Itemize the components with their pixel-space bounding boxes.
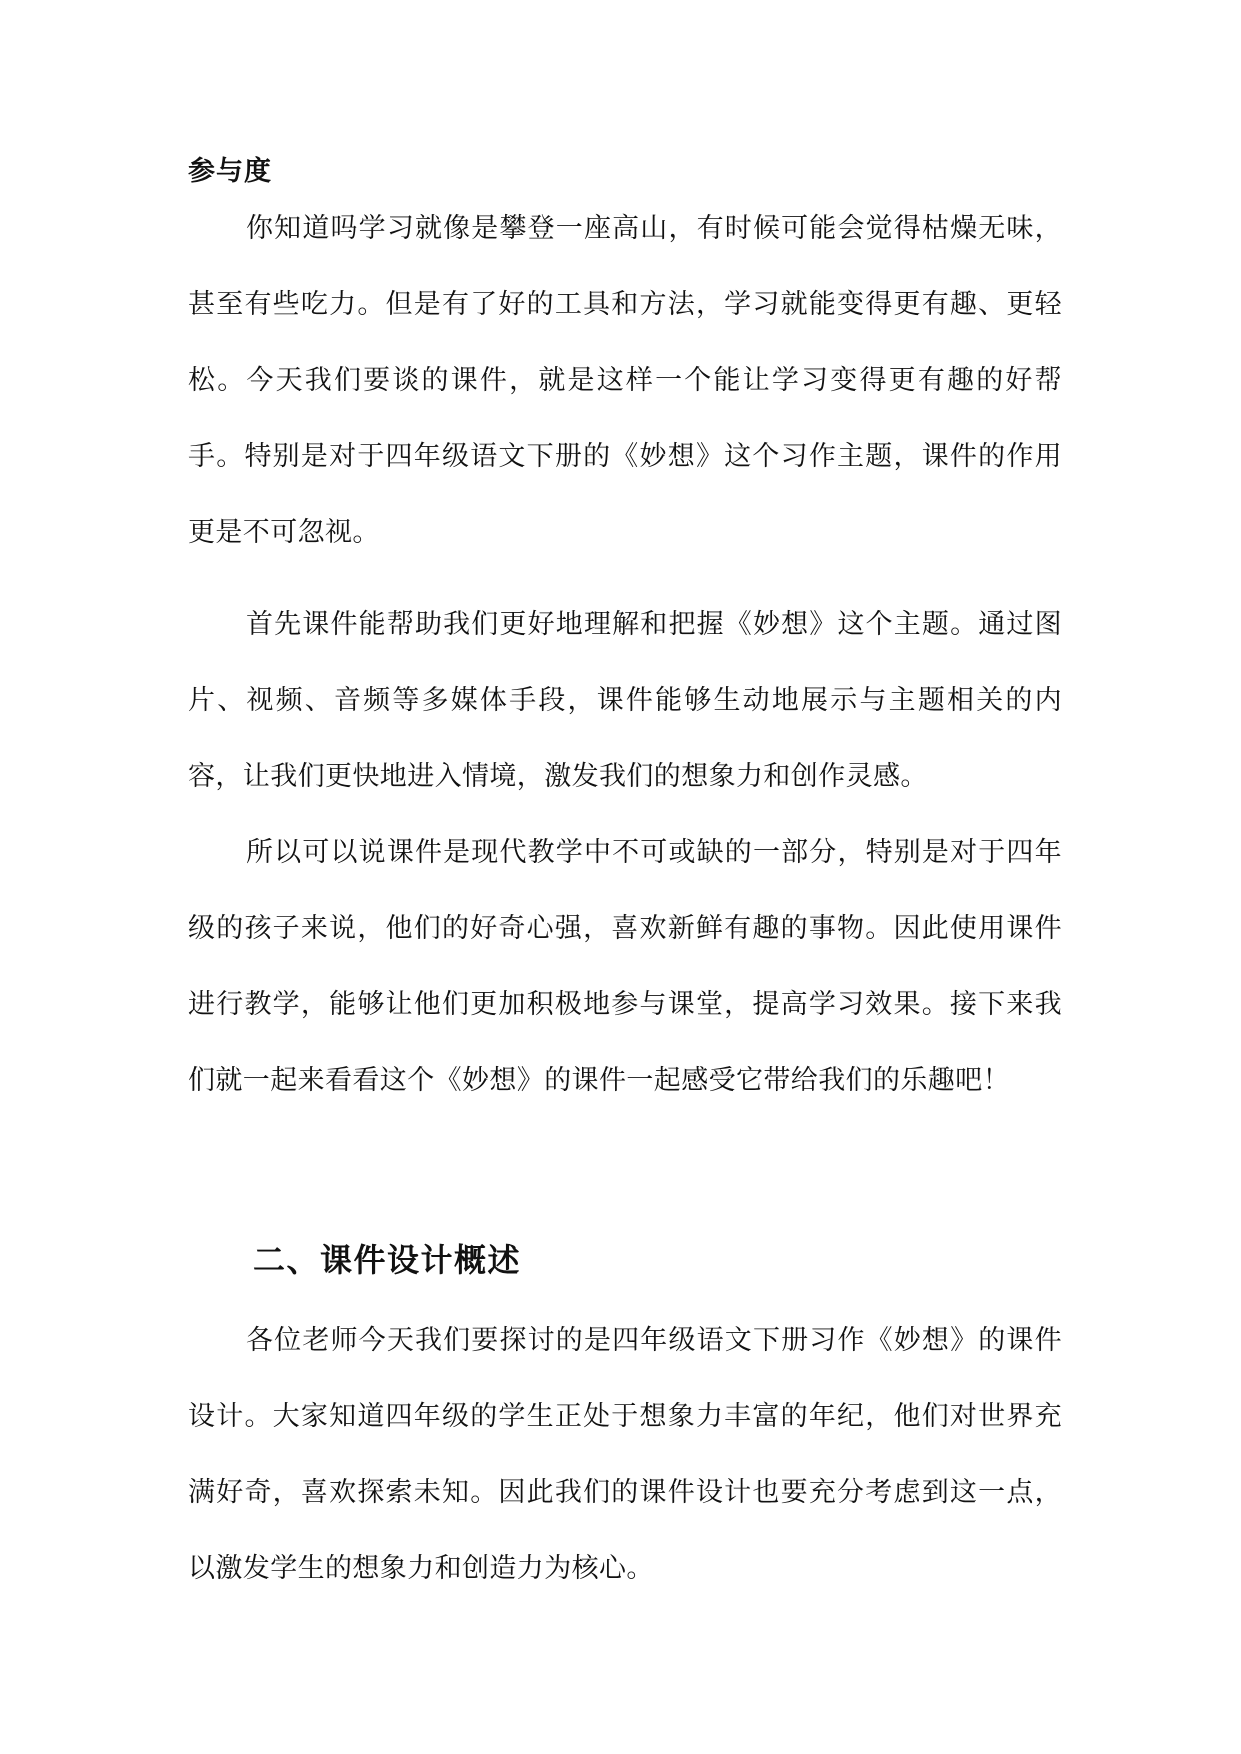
intro-paragraph-2: 首先课件能帮助我们更好地理解和把握《妙想》这个主题。通过图片、视频、音频等多媒体手段，课件能够生动地展示与主题相关的内容，让我们更快地进入情境，激发我们的想象力和创作灵感。 xyxy=(188,609,1062,792)
section-heading: 二、课件设计概述 xyxy=(253,1241,522,1279)
section-paragraph: 各位老师今天我们要探讨的是四年级语文下册习作《妙想》的课件设计。大家知道四年级的学生正处于想象力丰富的年纪，他们对世界充满好奇，喜欢探索未知。因此我们的课件设计也要充分考虑到这一点，以激发学生的想象力和创造力为核心。 xyxy=(188,1325,1062,1584)
intro-paragraph-3: 所以可以说课件是现代教学中不可或缺的一部分，特别是对于四年级的孩子来说，他们的好奇心强，喜欢新鲜有趣的事物。因此使用课件进行教学，能够让他们更加积极地参与课堂，提高学习效果。接下来我们就一起来看看这个《妙想》的课件一起感受它带给我们的乐趣吧！ xyxy=(188,837,1062,1096)
intro-paragraph-1: 你知道吗学习就像是攀登一座高山，有时候可能会觉得枯燥无味，甚至有些吃力。但是有了好的工具和方法，学习就能变得更有趣、更轻松。今天我们要谈的课件，就是这样一个能让学习变得更有趣的好帮手。特别是对于四年级语文下册的《妙想》这个习作主题，课件的作用更是不可忽视。 xyxy=(188,213,1062,548)
participation-heading: 参与度 xyxy=(188,156,272,187)
